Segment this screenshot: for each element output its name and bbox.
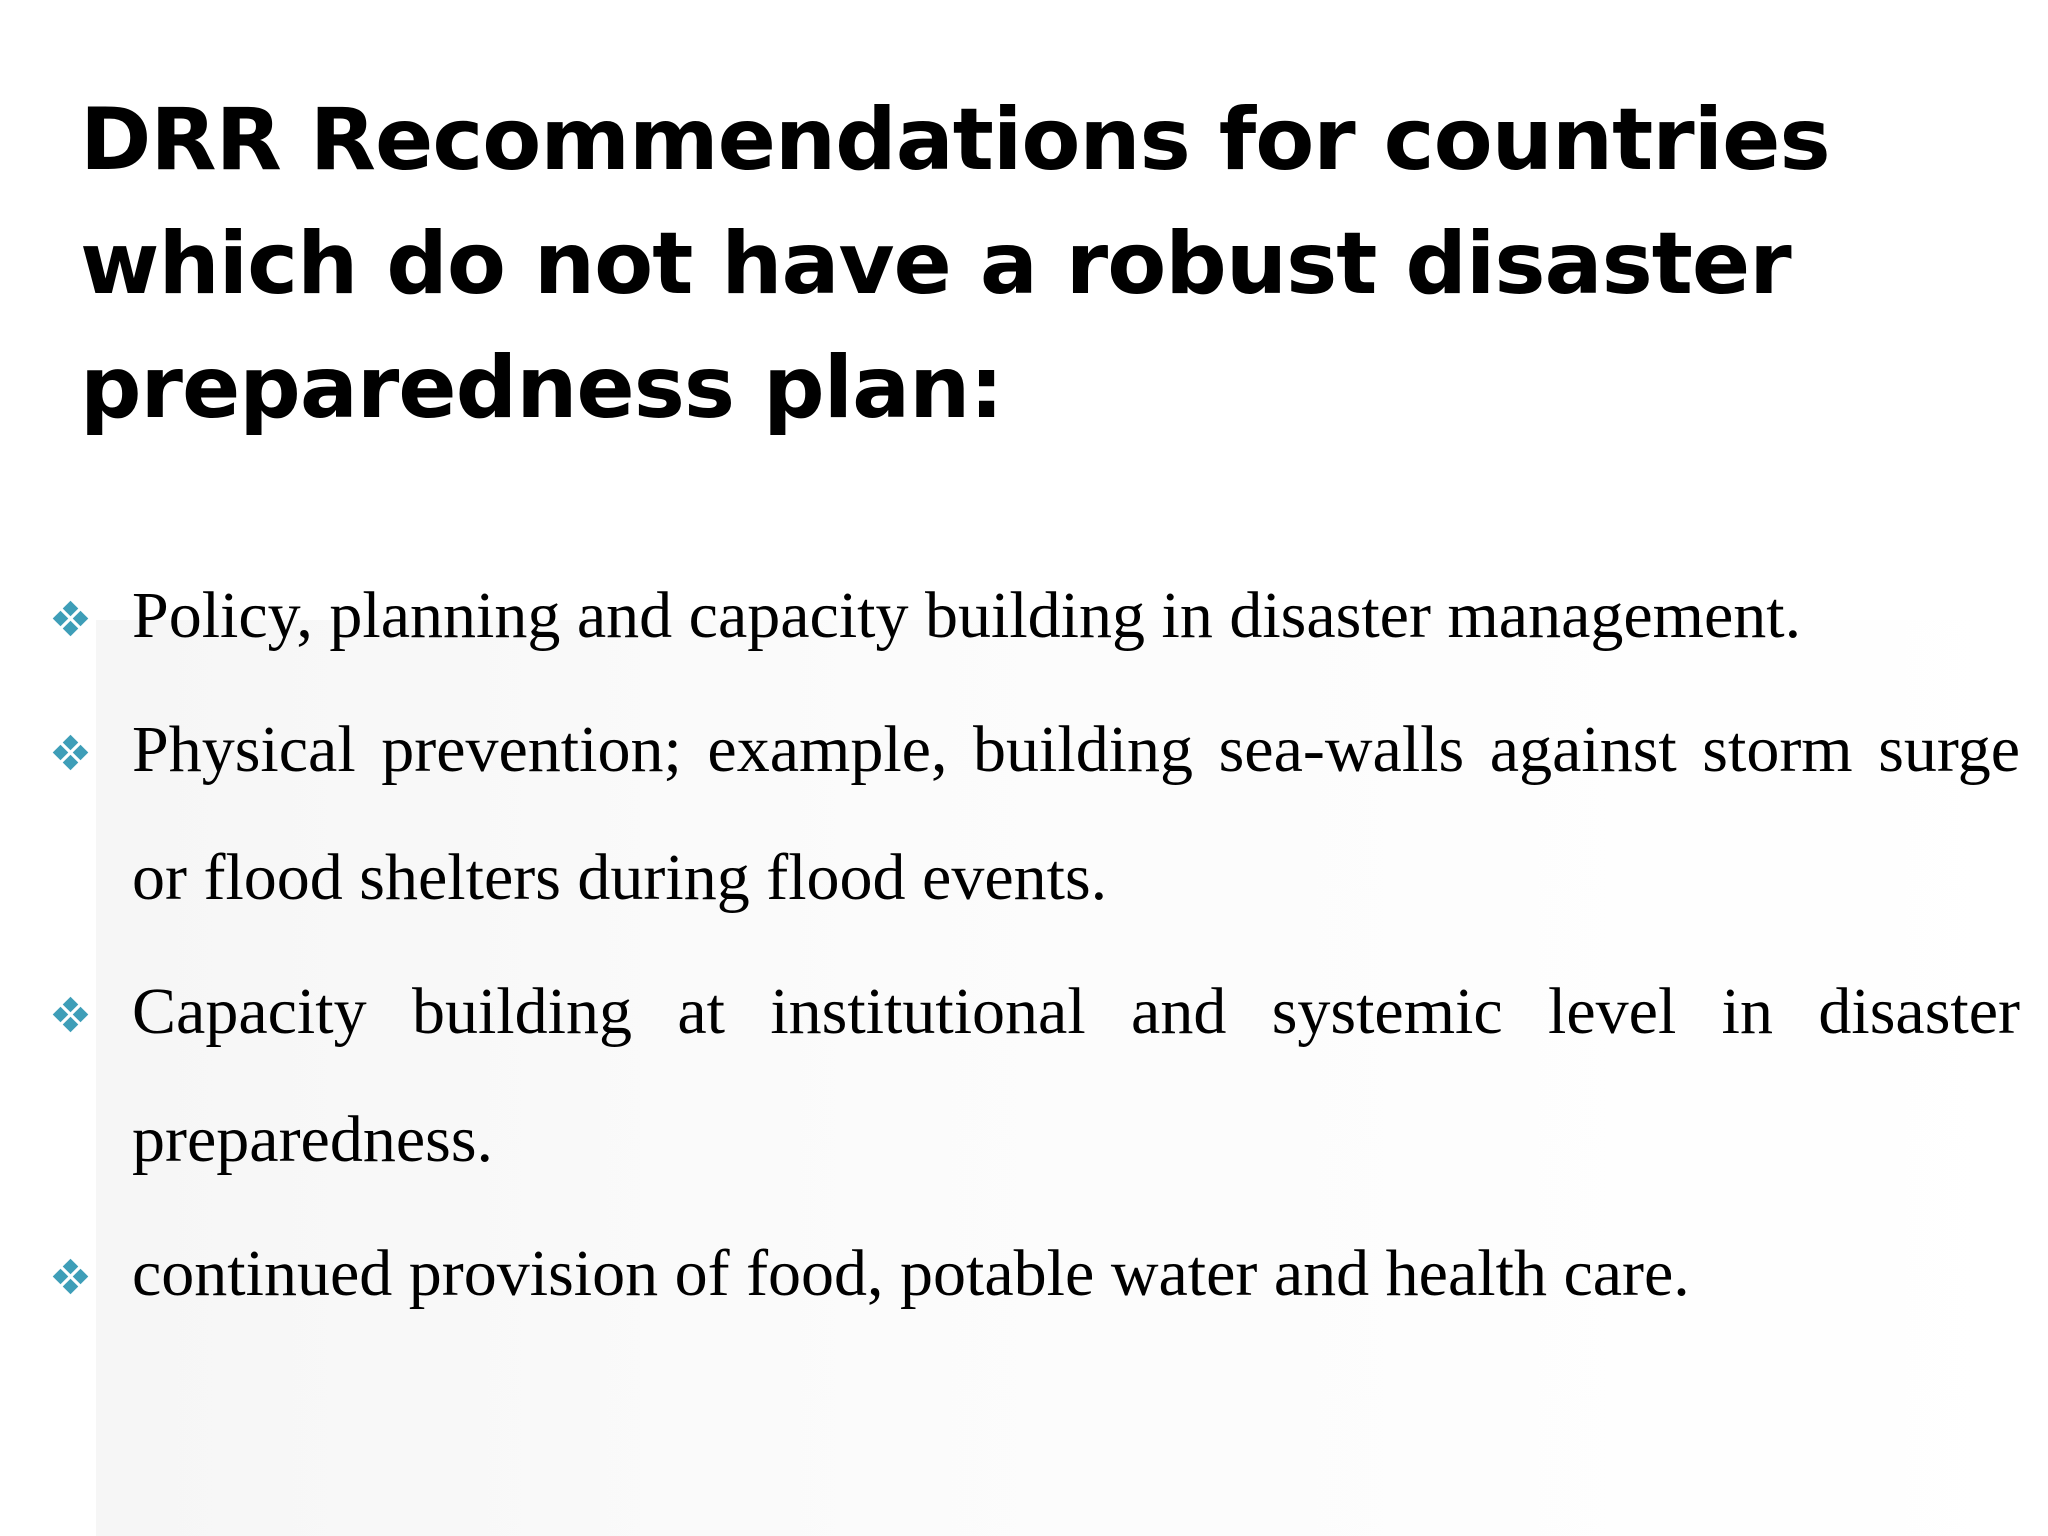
diamond-bullet-icon (54, 602, 88, 636)
diamond-bullet-icon (54, 736, 88, 770)
diamond-bullet-icon (54, 998, 88, 1032)
bullet-item (48, 686, 2020, 942)
bullet-text: Capacity building at institutional and systemic level in disaster preparedness. (132, 975, 2020, 1176)
bullet-list (48, 552, 2020, 1344)
bullet-text: continued provision of food, potable water and health care. (132, 1237, 1690, 1310)
bullet-item (48, 552, 2020, 680)
bullet-text: Physical prevention; example, building sea-walls against storm surge or flood shelters during flood events. (132, 713, 2020, 914)
bullet-text: Policy, planning and capacity building in disaster management. (132, 579, 1802, 652)
bullet-item (48, 1210, 2020, 1338)
slide-title: DRR Recommendations for countries which do not have a robust disaster preparedness plan: (80, 90, 1830, 438)
diamond-bullet-icon (54, 1260, 88, 1294)
bullet-item (48, 948, 2020, 1204)
